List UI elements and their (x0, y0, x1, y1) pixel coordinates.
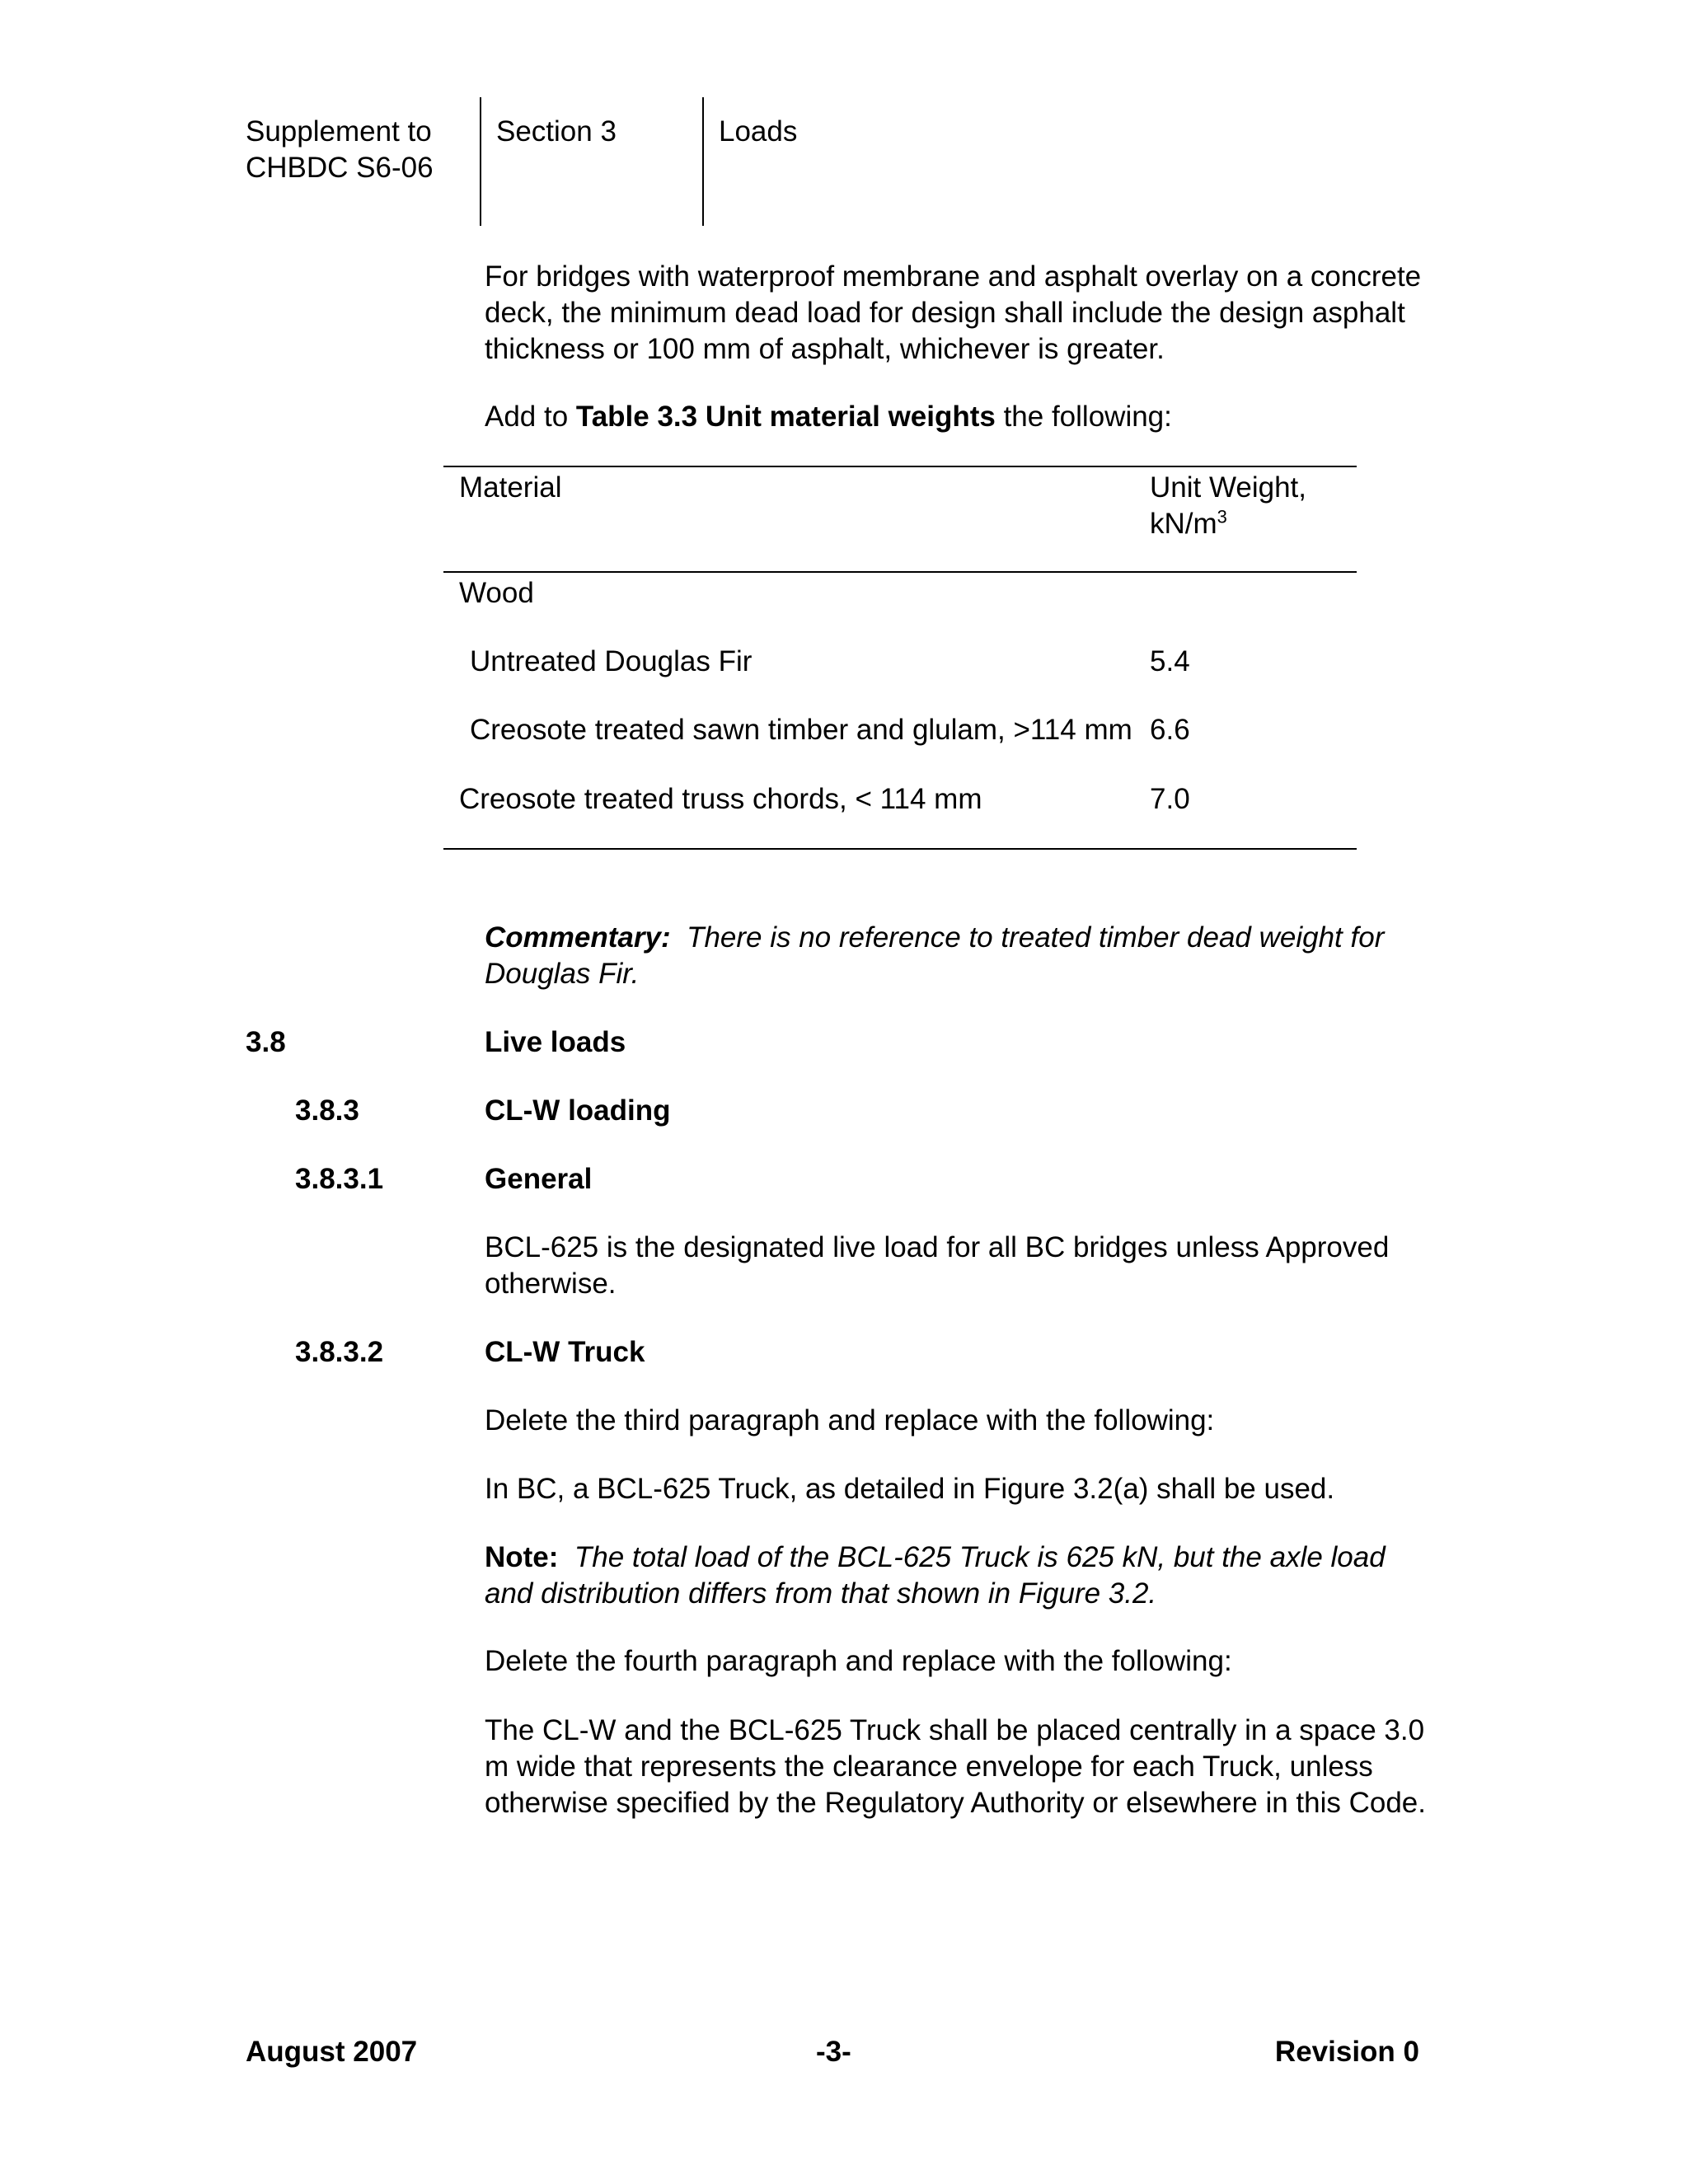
note-label: Note: (485, 1541, 559, 1573)
placement-paragraph: The CL-W and the BCL-625 Truck shall be placed centrally in a space 3.0 m wide that represents the clearance envelope for each Truck, unless otherwise specified by the Regulatory Authority or elsewhere in this Code. (485, 1714, 1426, 1819)
unit-text: kN/m (1150, 508, 1217, 540)
table-header-unit-line2 (1150, 506, 1306, 542)
note-block (485, 1540, 1424, 1612)
add-to-prefix: Add to (485, 401, 576, 433)
table-bottom-rule (443, 848, 1357, 850)
footer-page-number: -3- (816, 2036, 851, 2068)
table-row-material: Untreated Douglas Fir (470, 645, 753, 677)
section-number: 3.8.3.1 (295, 1163, 384, 1195)
section-title: General (485, 1163, 593, 1195)
section-number: 3.8.3 (295, 1094, 359, 1127)
header-topic: Loads (719, 115, 798, 148)
delete-third-paragraph: Delete the third paragraph and replace with the following: (485, 1404, 1215, 1436)
table-group-wood: Wood (459, 577, 534, 609)
footer-date: August 2007 (246, 2036, 418, 2068)
table-top-rule (443, 466, 1357, 467)
table-row-material: Creosote treated truss chords, < 114 mm (459, 783, 982, 815)
header-divider-2 (702, 97, 704, 226)
table-reference: Table 3.3 Unit material weights (575, 401, 996, 433)
delete-fourth-paragraph: Delete the fourth paragraph and replace with the following: (485, 1645, 1232, 1677)
intro-paragraph: For bridges with waterproof membrane and asphalt overlay on a concrete deck, the minimum dead load for design shall include the design asphalt thickness or 100 mm of asphalt, whichever is greater. (485, 260, 1422, 365)
table-header-material: Material (459, 471, 562, 504)
header-divider-1 (480, 97, 481, 226)
note-text: The total load of the BCL-625 Truck is 625 kN, but the axle load and distribution differs from that shown in Figure 3.2. (485, 1541, 1386, 1610)
header-document-name (246, 114, 434, 186)
table-header-unit-line1: Unit Weight, (1150, 471, 1306, 504)
table-row-material: Creosote treated sawn timber and glulam, >114 mm (470, 714, 1132, 746)
unit-superscript: 3 (1217, 506, 1227, 527)
general-paragraph: BCL-625 is the designated live load for all BC bridges unless Approved otherwise. (485, 1231, 1390, 1300)
commentary-label: Commentary: (485, 921, 671, 954)
table-row-value: 7.0 (1150, 783, 1190, 815)
add-to-table-line (485, 399, 1441, 435)
commentary-text: There is no reference to treated timber dead weight for Douglas Fir. (485, 921, 1385, 990)
in-bc-paragraph: In BC, a BCL-625 Truck, as detailed in Figure 3.2(a) shall be used. (485, 1473, 1335, 1505)
header-section: Section 3 (496, 115, 617, 148)
table-header-rule (443, 571, 1357, 573)
section-title: Live loads (485, 1026, 626, 1058)
add-to-suffix: the following: (995, 401, 1172, 433)
header-doc-line1: Supplement to (246, 115, 432, 148)
section-number: 3.8 (246, 1026, 286, 1058)
section-title: CL-W loading (485, 1094, 671, 1127)
commentary-block (485, 920, 1416, 992)
header-doc-line2: CHBDC S6-06 (246, 152, 434, 184)
footer-revision: Revision 0 (1274, 2036, 1419, 2068)
section-title: CL-W Truck (485, 1336, 645, 1368)
table-row-value: 5.4 (1150, 645, 1190, 677)
section-number: 3.8.3.2 (295, 1336, 384, 1368)
table-row-value: 6.6 (1150, 714, 1190, 746)
table-header-unit-weight (1150, 470, 1306, 542)
